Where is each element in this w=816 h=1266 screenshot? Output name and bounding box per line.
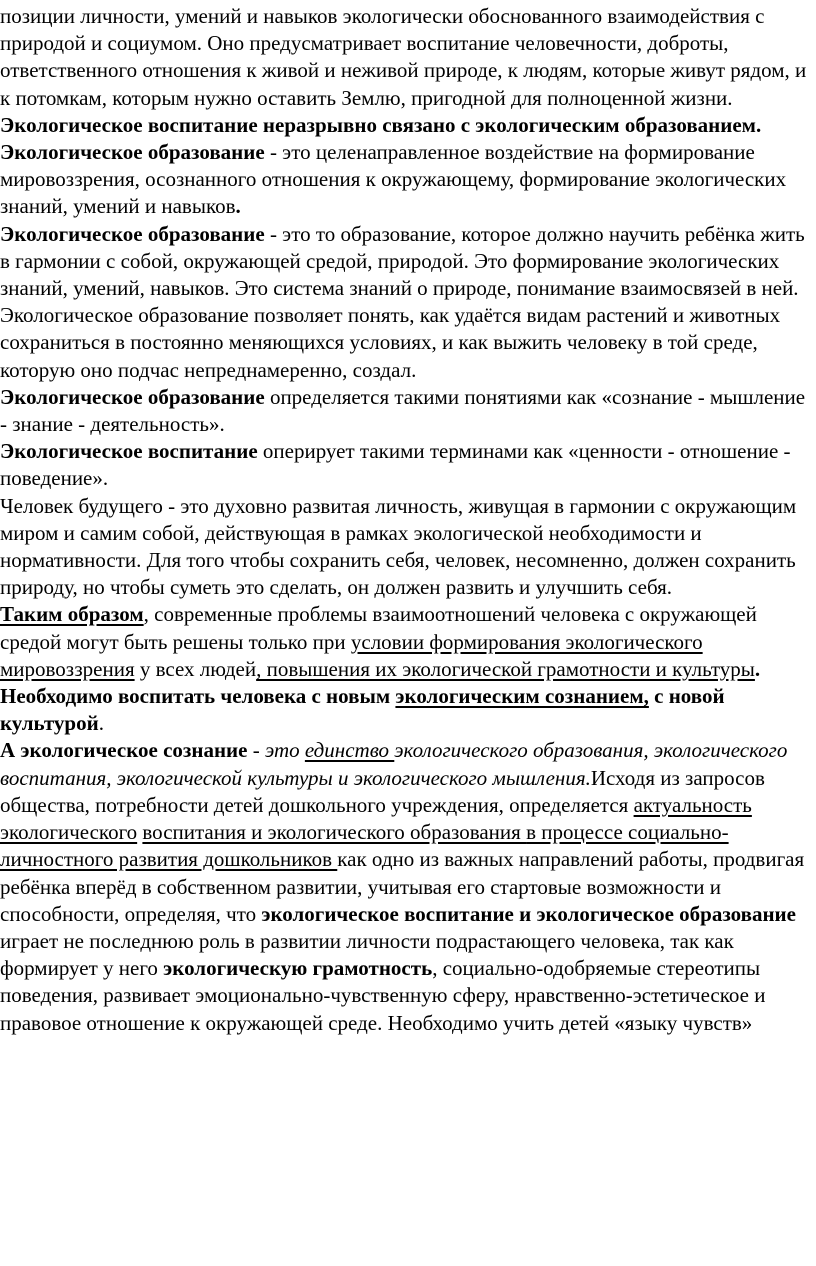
paragraph-conclusion xyxy=(0,601,816,683)
paragraph-definition-2 xyxy=(0,221,816,384)
paragraph-definition-4 xyxy=(0,438,816,492)
term-bold: А экологическое сознание xyxy=(0,738,248,763)
paragraph-definition-1 xyxy=(0,139,816,221)
italic-text: это xyxy=(264,738,305,763)
paragraph-necessity xyxy=(0,683,816,737)
underlined-phrase: , повышения их экологической грамотности и культуры xyxy=(256,656,755,681)
term-bold: Экологическое образование xyxy=(0,140,265,165)
period-bold: . xyxy=(754,656,761,681)
text-span: играет не последнюю роль в развитии личности подрастающего человека, так как формирует у него xyxy=(0,928,734,981)
bold-text: экологическое воспитание и экологическое образование xyxy=(261,901,796,926)
text-span: , социально-одобряемые стереотипы поведения, развивает эмоционально-чувственную сферу, нравственно-эстетическое и правовое отношение к окружающей среде. Необходимо учить детей «языку чувств» xyxy=(0,956,766,1035)
term-bold: Экологическое образование xyxy=(0,384,265,409)
bold-statement: Экологическое воспитание неразрывно связано с экологическим образованием. xyxy=(0,112,762,137)
conclusion-lead: Таким образом xyxy=(0,602,144,627)
definition-text: определяется такими понятиями как «сознание - мышление - знание - деятельность». xyxy=(0,384,806,437)
definition-text: - это то образование, которое должно научить ребёнка жить в гармонии с собой, окружающей средой, природой. Это формирование экологических знаний, умений, навыков. Это система знаний о природе, понимание взаимосвязей в ней. Экологическое образование позволяет понять, как удаётся видам растений и животных сохраниться в постоянно меняющихся условиях, и как выжить человеку в той среде, которую оно подчас непреднамеренно, создал. xyxy=(0,221,805,382)
period-bold: . xyxy=(235,194,241,219)
underlined-phrase: условии формирования экологического мировоззрения xyxy=(0,629,703,681)
bold-text: экологическую грамотность xyxy=(163,956,433,981)
text-span: - xyxy=(247,738,265,763)
underlined-phrase: воспитания и экологического образования xyxy=(142,820,527,845)
paragraph-consciousness xyxy=(0,737,816,1036)
bold-text: Необходимо воспитать человека с новым xyxy=(0,684,396,709)
paragraph-intro: позиции личности, умений и навыков экологически обоснованного взаимодействия с природой и социумом. Оно предусматривает воспитание человечности, доброты, ответственного отношения к живой и неживой природе, к людям, которые живут рядом, и к потомкам, которым нужно оставить Землю, пригодной для полноценной жизни. xyxy=(0,4,807,110)
text-span: как одно из важных направлений работы, продвигая ребёнка вперёд в собственном развитии, учитывая его стартовые возможности и способности, определяя, что xyxy=(0,847,805,926)
text-span: у всех людей xyxy=(134,656,257,681)
italic-underlined-word: единство xyxy=(304,738,395,763)
italic-text: экологического образования, экологического воспитания, экологической культуры и экологического мышления. xyxy=(0,738,788,790)
paragraph-heading xyxy=(0,112,816,139)
paragraph-definition-3 xyxy=(0,384,816,438)
definition-text: оперирует такими терминами как «ценности - отношение - поведение». xyxy=(0,439,791,491)
term-bold: Экологическое воспитание xyxy=(0,439,258,464)
underlined-bold-phrase: экологическим сознанием, xyxy=(395,684,649,709)
underlined-phrase: в процессе социально-личностного развития дошкольников xyxy=(0,820,729,872)
text-span: Исходя из запросов общества, потребности детей дошкольного учреждения, определяется xyxy=(0,765,765,817)
text-span: , современные проблемы взаимоотношений человека с окружающей средой могут быть решены только при xyxy=(0,602,757,654)
definition-text: - это целенаправленное воздействие на формирование мировоззрения, осознанного отношения к окружающему, формирование экологических знаний, умений и навыков xyxy=(0,140,787,219)
text-span: . xyxy=(98,711,104,736)
term-bold: Экологическое образование xyxy=(0,221,265,246)
underlined-phrase: экологического xyxy=(0,820,138,845)
bold-text: с новой культурой xyxy=(0,684,725,736)
underlined-phrase: актуальность xyxy=(633,792,752,817)
paragraph-future-person: Человек будущего - это духовно развитая личность, живущая в гармонии с окружающим миром и самим собой, действующая в рамках экологической необходимости и нормативности. Для того чтобы сохранить себя, человек, несомненно, должен сохранить природу, но чтобы суметь это сделать, он должен развить и улучшить себя. xyxy=(0,493,797,600)
